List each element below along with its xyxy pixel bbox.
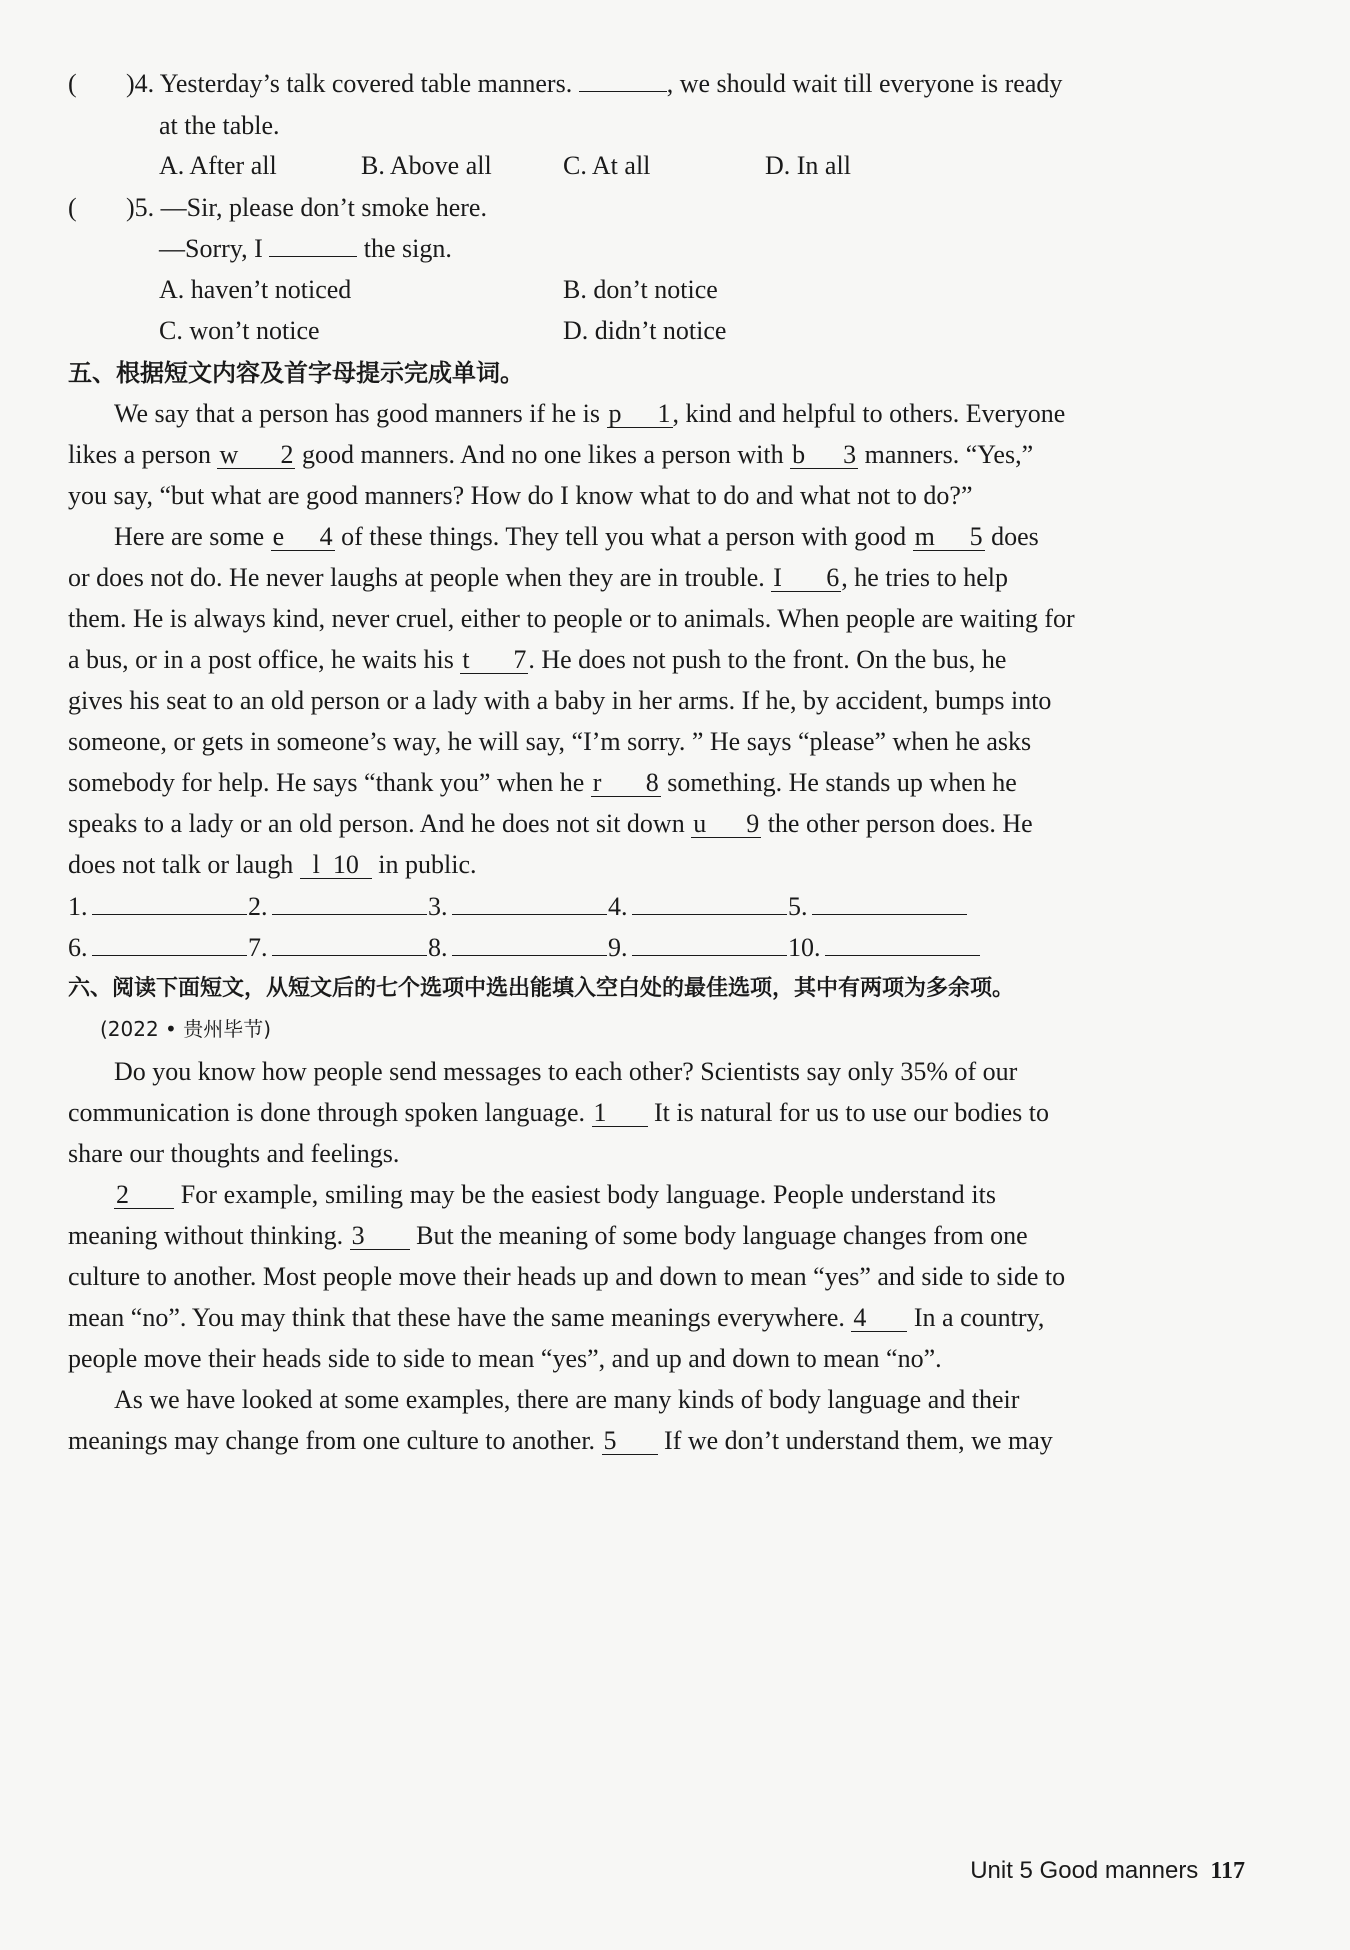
answer-6-input[interactable] (92, 931, 247, 956)
q4-text-c: at the table. (159, 111, 280, 140)
s6-blank-2[interactable]: 2 (114, 1182, 174, 1209)
s5-blank-3[interactable]: b 3 (792, 440, 857, 469)
s5-blank-2[interactable]: w 2 (219, 440, 294, 469)
answer-10-input[interactable] (825, 931, 980, 956)
s5-line-8: gives his seat to an old person or a lady with a baby in her arms. If he, by accident, bumps into (68, 686, 1052, 715)
q4-text-a: )4. Yesterday’s talk covered table manners. (126, 69, 573, 98)
answer-10: 10. (788, 931, 980, 964)
q4-option-a[interactable]: A. After all (159, 151, 277, 180)
q5-option-c[interactable]: C. won’t notice (159, 316, 320, 345)
q4-stem (126, 68, 1063, 100)
s5-blank-1[interactable]: p 1 (608, 399, 671, 428)
section5-heading: 五、根据短文内容及首字母提示完成单词。 (68, 359, 524, 387)
q4-option-c[interactable]: C. At all (563, 151, 651, 180)
section6-heading: 六、阅读下面短文，从短文后的七个选项中选出能填入空白处的最佳选项，其中有两项为多余项。 (68, 976, 1015, 1001)
answer-4-input[interactable] (632, 890, 787, 915)
s6-blank-1[interactable]: 1 (592, 1100, 648, 1127)
page-footer (970, 1856, 1245, 1886)
s6-blank-3[interactable]: 3 (350, 1223, 410, 1250)
q5-option-d[interactable]: D. didn’t notice (563, 316, 727, 345)
answer-7-input[interactable] (272, 931, 427, 956)
answer-8: 8. (428, 931, 607, 964)
s5-blank-8[interactable]: r 8 (592, 768, 659, 797)
s5-blank-5[interactable]: m 5 (914, 522, 983, 551)
answer-2-input[interactable] (272, 890, 427, 915)
s6-line-8: people move their heads side to side to mean “yes”, and up and down to mean “no”. (68, 1344, 942, 1373)
s6-line-1: Do you know how people send messages to each other? Scientists say only 35% of our (114, 1057, 1018, 1086)
q5-text-c: the sign. (363, 234, 452, 263)
answer-7: 7. (248, 931, 427, 964)
s6-line-4: 2 For example, smiling may be the easiest body language. People understand its (116, 1180, 996, 1209)
s5-line-6: them. He is always kind, never cruel, either to people or to animals. When people are waiting for (68, 604, 1075, 633)
q5-option-b[interactable]: B. don’t notice (563, 275, 718, 304)
s6-line-10: meanings may change from one culture to another. 5 If we don’t understand them, we may (68, 1426, 1053, 1455)
answer-9-input[interactable] (632, 931, 787, 956)
s5-line-7: a bus, or in a post office, he waits his t 7. He does not push to the front. On the bus, he (68, 645, 1007, 674)
s5-blank-4[interactable]: e 4 (272, 522, 333, 551)
answer-5-input[interactable] (812, 890, 967, 915)
s6-line-2: communication is done through spoken language. 1 It is natural for us to use our bodies to (68, 1098, 1050, 1127)
q5-option-a[interactable]: A. haven’t noticed (159, 275, 352, 304)
page-number: 117 (1210, 1858, 1245, 1884)
answer-9: 9. (608, 931, 787, 964)
q5-blank[interactable] (269, 234, 357, 257)
answer-5: 5. (788, 890, 967, 923)
answer-3: 3. (428, 890, 607, 923)
s6-line-5: meaning without thinking. 3 But the meaning of some body language changes from one (68, 1221, 1028, 1250)
s5-line-11: speaks to a lady or an old person. And he does not sit down u 9 the other person does. He (68, 809, 1033, 838)
answer-8-input[interactable] (452, 931, 607, 956)
footer-unit-title: Unit 5 Good manners (970, 1857, 1199, 1884)
s6-line-7: mean “no”. You may think that these have the same meanings everywhere. 4 In a country, (68, 1303, 1045, 1332)
s5-blank-6[interactable]: I 6 (773, 563, 840, 592)
answer-1-input[interactable] (92, 890, 247, 915)
s5-line-12: does not talk or laugh l 10 in public. (68, 850, 477, 879)
s5-line-10: somebody for help. He says “thank you” when he r 8 something. He stands up when he (68, 768, 1017, 797)
s5-line-3: you say, “but what are good manners? How do I know what to do and what not to do?” (68, 481, 973, 510)
s6-line-6: culture to another. Most people move their heads up and down to mean “yes” and side to side to (68, 1262, 1066, 1291)
answer-2: 2. (248, 890, 427, 923)
answer-3-input[interactable] (452, 890, 607, 915)
s6-line-3: share our thoughts and feelings. (68, 1139, 400, 1168)
s5-blank-9[interactable]: u 9 (693, 809, 760, 838)
answer-6: 6. (68, 931, 247, 964)
s5-line-2: likes a person w 2 good manners. And no one likes a person with b 3 manners. “Yes,” (68, 440, 1034, 469)
q4-text-b: , we should wait till everyone is ready (666, 69, 1063, 98)
q4-blank[interactable] (579, 69, 667, 92)
q5-text-b: —Sorry, I (159, 234, 263, 263)
s5-line-5: or does not do. He never laughs at people when they are in trouble. I 6, he tries to help (68, 563, 1009, 592)
q4-option-b[interactable]: B. Above all (361, 151, 492, 180)
s5-blank-7[interactable]: t 7 (462, 645, 527, 674)
s6-blank-5[interactable]: 5 (602, 1428, 658, 1455)
q5-paren: ( (68, 193, 77, 222)
s6-line-9: As we have looked at some examples, there are many kinds of body language and their (114, 1385, 1020, 1414)
s5-line-9: someone, or gets in someone’s way, he will say, “I’m sorry. ” He says “please” when he asks (68, 727, 1032, 756)
answer-1: 1. (68, 890, 247, 923)
q4-option-d[interactable]: D. In all (765, 151, 851, 180)
q4-paren: ( (68, 69, 77, 98)
s5-blank-10[interactable]: l 10 (300, 852, 372, 879)
q5-text-a: )5. —Sir, please don’t smoke here. (126, 193, 487, 222)
s5-line-4: Here are some e 4 of these things. They tell you what a person with good m 5 does (114, 522, 1039, 551)
answer-4: 4. (608, 890, 787, 923)
section6-source: (2022 • 贵州毕节) (100, 1017, 272, 1041)
s6-blank-4[interactable]: 4 (851, 1305, 907, 1332)
s5-line-1: We say that a person has good manners if he is p 1, kind and helpful to others. Everyone (114, 399, 1066, 428)
q5-response (159, 233, 452, 265)
